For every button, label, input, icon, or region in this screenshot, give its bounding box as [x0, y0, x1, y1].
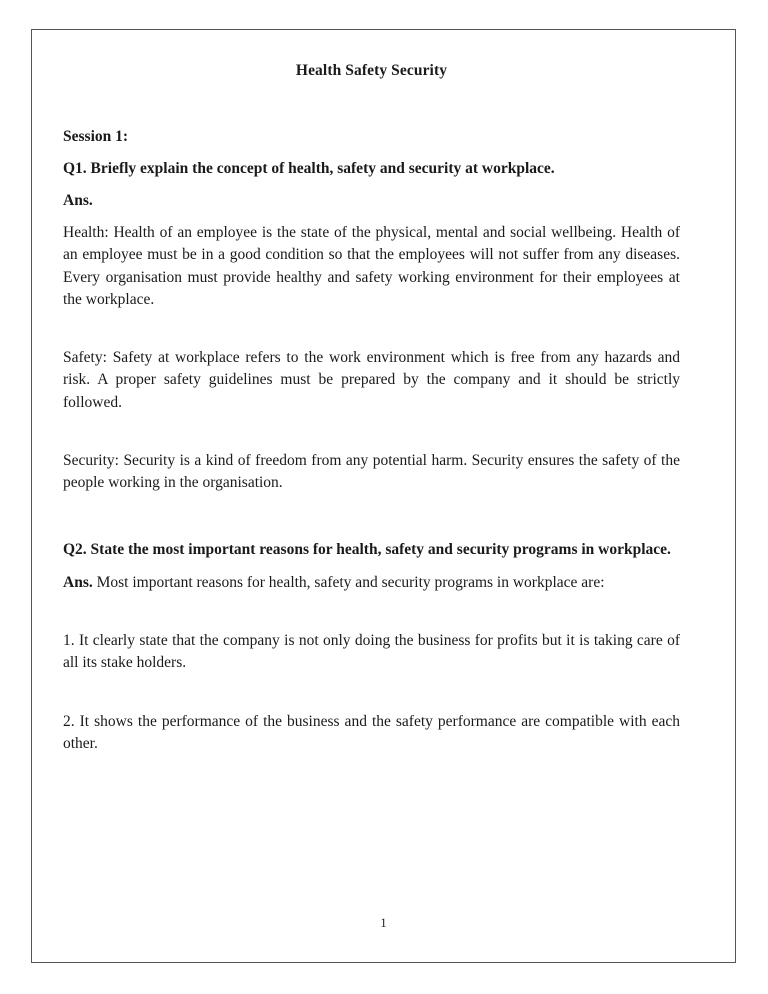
paragraph-spacer	[63, 414, 680, 450]
answer-2-label: Ans.	[63, 573, 93, 591]
answer-2-point-2: 2. It shows the performance of the business and the safety performance are compatible with each other.	[63, 712, 680, 752]
page-number: 1	[380, 916, 387, 930]
paragraph-spacer	[63, 675, 680, 711]
page-content	[63, 60, 680, 755]
paragraph-spacer	[63, 594, 680, 630]
paragraph-spacer	[63, 311, 680, 347]
answer-1-paragraph-security: Security: Security is a kind of freedom from any potential harm. Security ensures the safety of the people working in the organisation.	[63, 452, 680, 492]
section-spacer	[63, 495, 680, 539]
page-title: Health Safety Security	[295, 62, 448, 79]
question-2-heading: Q2. State the most important reasons for health, safety and security programs in workplace.	[63, 540, 671, 558]
document-page	[31, 29, 736, 963]
answer-2-point-1: 1. It clearly state that the company is not only doing the business for profits but it is taking care of all its stake holders.	[63, 631, 680, 672]
answer-2-intro-text: Most important reasons for health, safety and security programs in workplace are:	[92, 573, 605, 591]
answer-2-intro	[63, 572, 680, 594]
session-label: Session 1:	[63, 128, 129, 145]
question-1-heading: Q1. Briefly explain the concept of health, safety and security at workplace.	[63, 160, 555, 177]
answer-1-paragraph-health: Health: Health of an employee is the state of the physical, mental and social wellbeing. Health of an employee must be in a good condition so that the employees will not suffer from any diseases. Every organisation must provide healthy and safety working environment for their employees at the workplace.	[63, 224, 680, 308]
answer-1-paragraph-safety: Safety: Safety at workplace refers to the work environment which is free from any hazards and risk. A proper safety guidelines must be prepared by the company and it should be strictly followed.	[63, 349, 680, 411]
answer-1-label: Ans.	[63, 192, 93, 209]
